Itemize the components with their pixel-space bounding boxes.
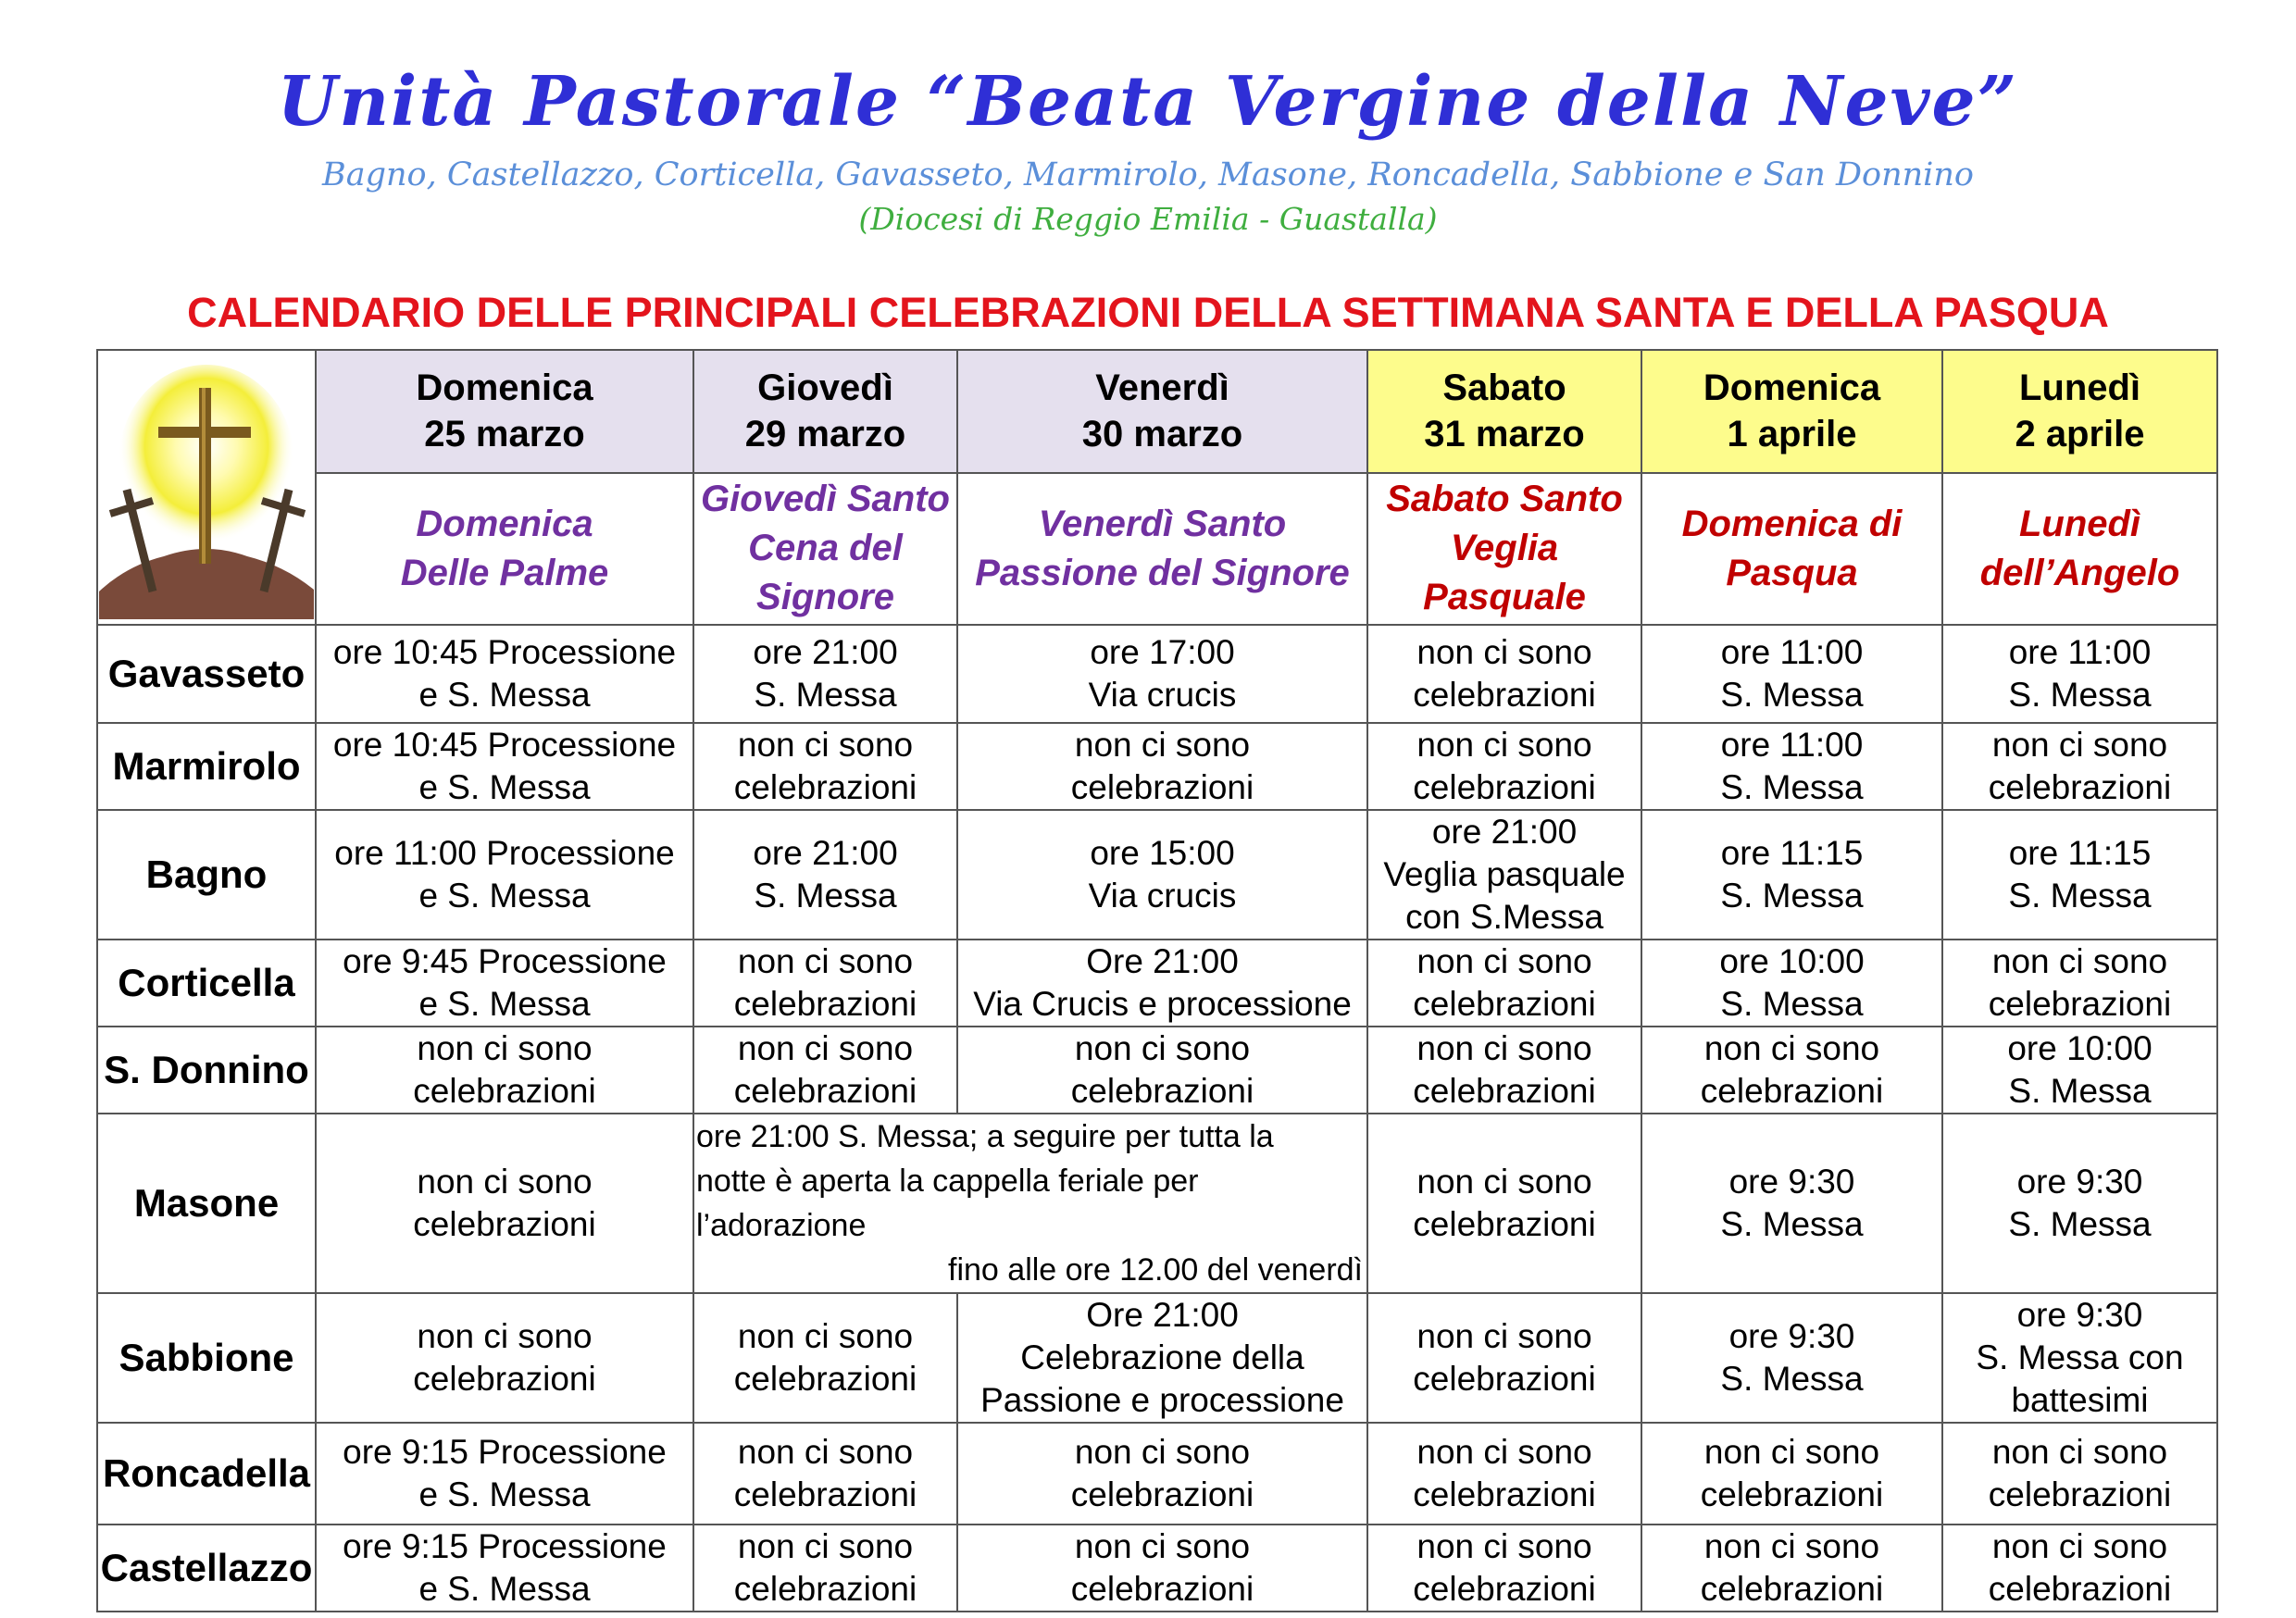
cell-line: celebrazioni [1070, 1570, 1254, 1608]
cell-line: ore 11:00 [1720, 726, 1864, 764]
celebration-4 [1641, 473, 1942, 625]
cell-line: non ci sono [737, 1317, 914, 1355]
cell-line: ore 9:30 [2016, 1296, 2143, 1334]
cell-line: ore 11:15 [2008, 834, 2152, 872]
schedule-cell [1942, 940, 2217, 1027]
cell-line: celebrazioni [1700, 1570, 1884, 1608]
parish-name: Corticella [97, 940, 316, 1027]
cell-line: non ci sono [737, 1527, 914, 1565]
cell-line: celebrazioni [1988, 985, 2172, 1023]
parish-row [97, 810, 2217, 940]
cell-line: non ci sono [737, 726, 914, 764]
cell-line: non ci sono [737, 1029, 914, 1067]
cell-line: Pasqua [1726, 552, 1858, 593]
day-date: 31 marzo [1424, 414, 1585, 455]
celebration-0 [316, 473, 693, 625]
schedule-cell [1367, 1027, 1641, 1114]
schedule-cell [316, 723, 693, 810]
cell-line: ore 11:00 Processione [334, 834, 675, 872]
celebration-5 [1942, 473, 2217, 625]
org-title: Unità Pastorale “Beata Vergine della Neve” [277, 62, 2019, 142]
cell-line: celebrazioni [733, 1072, 917, 1110]
cell-line: Delle Palme [400, 552, 609, 593]
cell-line: Passione del Signore [975, 552, 1350, 593]
day-date: 30 marzo [1081, 414, 1243, 455]
schedule-cell [957, 1525, 1367, 1612]
cell-line: ore 10:45 Processione [332, 726, 677, 764]
parish-name: Castellazzo [97, 1525, 316, 1612]
cell-line: Signore [756, 577, 894, 618]
cell-line: Via Crucis e processione [973, 985, 1352, 1023]
cell-line: Via crucis [1088, 877, 1237, 915]
cell-line: Veglia pasquale [1383, 855, 1626, 893]
cell-line: ore 11:15 [1720, 834, 1864, 872]
cell-line: celebrazioni [1988, 1475, 2172, 1513]
cell-line: non ci sono [1416, 1163, 1592, 1201]
schedule-cell [693, 625, 957, 723]
day-name: Domenica [1703, 367, 1881, 409]
cell-line: Celebrazione della [1020, 1338, 1304, 1376]
cell-line: e S. Messa [418, 676, 591, 714]
day-date: 2 aprile [2015, 414, 2145, 455]
cell-line: non ci sono [1991, 942, 2168, 980]
cell-line: ore 9:15 Processione [343, 1433, 667, 1471]
schedule-cell [693, 940, 957, 1027]
cell-line: celebrazioni [413, 1072, 596, 1110]
cell-line: Cena del [748, 528, 903, 569]
cell-line: celebrazioni [1070, 1475, 1254, 1513]
cell-line: e S. Messa [418, 877, 591, 915]
cell-line: celebrazioni [1988, 768, 2172, 806]
schedule-cell [1942, 1027, 2217, 1114]
cell-line: celebrazioni [733, 1570, 917, 1608]
cell-line: non ci sono [1416, 1317, 1592, 1355]
schedule-cell [1367, 810, 1641, 940]
schedule-cell [1641, 723, 1942, 810]
cell-line: non ci sono [417, 1163, 593, 1201]
schedule-cell [1942, 1423, 2217, 1525]
schedule-cell [1641, 625, 1942, 723]
day-header-3 [1367, 350, 1641, 473]
schedule-cell [1641, 1027, 1942, 1114]
cell-line: S. Messa [1720, 877, 1864, 915]
schedule-cell [957, 1423, 1367, 1525]
cell-line: non ci sono [1416, 1527, 1592, 1565]
cell-line: non ci sono [737, 1433, 914, 1471]
parish-row [97, 1525, 2217, 1612]
days-row [97, 350, 2217, 473]
day-name: Venerdì [1095, 367, 1229, 409]
cell-line: non ci sono [737, 942, 914, 980]
parish-row [97, 1293, 2217, 1423]
day-header-4 [1641, 350, 1942, 473]
cell-line: celebrazioni [1413, 985, 1596, 1023]
parish-row [97, 1027, 2217, 1114]
cell-line: ore 9:30 [1728, 1317, 1855, 1355]
schedule-cell [957, 625, 1367, 723]
day-name: Sabato [1442, 367, 1566, 409]
cell-line: non ci sono [1416, 633, 1592, 671]
schedule-cell [316, 1423, 693, 1525]
cell-line: celebrazioni [1988, 1570, 2172, 1608]
parish-name: Gavasseto [97, 625, 316, 723]
cell-line: ore 10:45 Processione [332, 633, 677, 671]
cell-line: ore 10:00 [2007, 1029, 2152, 1067]
calendar-table [96, 349, 2218, 1612]
schedule-cell [693, 1525, 957, 1612]
day-header-5 [1942, 350, 2217, 473]
schedule-cell [1942, 1525, 2217, 1612]
cell-line: S. Messa [1720, 768, 1864, 806]
parish-name: Masone [97, 1114, 316, 1293]
cell-line: S. Messa con [1976, 1338, 2184, 1376]
schedule-cell [957, 940, 1367, 1027]
cell-line: con S.Messa [1405, 898, 1603, 936]
day-name: Domenica [416, 367, 593, 409]
cell-line: fino alle ore 12.00 del venerdì [948, 1252, 1363, 1288]
cell-line: non ci sono [1991, 1433, 2168, 1471]
parish-row [97, 1114, 2217, 1293]
schedule-cell [1942, 1114, 2217, 1293]
day-date: 25 marzo [424, 414, 585, 455]
cell-line: S. Messa [2008, 1205, 2152, 1243]
schedule-cell [957, 1027, 1367, 1114]
cell-line: Giovedì Santo [701, 479, 950, 520]
crosses-illustration-cell [97, 350, 316, 625]
cell-line: ore 10:00 [1719, 942, 1865, 980]
cell-line: non ci sono [1991, 726, 2168, 764]
schedule-cell-merged [693, 1114, 1367, 1293]
cell-line: S. Messa [1720, 1360, 1864, 1398]
cell-line: non ci sono [1703, 1433, 1880, 1471]
cell-line: non ci sono [1416, 1433, 1592, 1471]
cell-line: S. Messa [2008, 877, 2152, 915]
schedule-cell [1367, 723, 1641, 810]
cell-line: Veglia Pasquale [1423, 528, 1586, 618]
schedule-cell [957, 810, 1367, 940]
cell-line: celebrazioni [1413, 1072, 1596, 1110]
cell-line: non ci sono [1703, 1029, 1880, 1067]
schedule-cell [1942, 1293, 2217, 1423]
schedule-cell [957, 723, 1367, 810]
day-header-2 [957, 350, 1367, 473]
cell-line: celebrazioni [733, 768, 917, 806]
parish-name: S. Donnino [97, 1027, 316, 1114]
day-name: Lunedì [2018, 367, 2141, 409]
day-date: 1 aprile [1727, 414, 1857, 455]
parish-name: Sabbione [97, 1293, 316, 1423]
schedule-cell [316, 1027, 693, 1114]
cell-line: ore 11:00 [2008, 633, 2152, 671]
parish-row [97, 1423, 2217, 1525]
cell-line: e S. Messa [418, 1475, 591, 1513]
cell-line: celebrazioni [413, 1205, 596, 1243]
cell-line: celebrazioni [733, 1475, 917, 1513]
schedule-cell [1641, 940, 1942, 1027]
parish-name: Marmirolo [97, 723, 316, 810]
schedule-cell [1641, 810, 1942, 940]
cell-line: e S. Messa [418, 1570, 591, 1608]
cell-line: S. Messa [1720, 676, 1864, 714]
cell-line: Via crucis [1088, 676, 1237, 714]
parish-row [97, 940, 2217, 1027]
schedule-cell [693, 1027, 957, 1114]
schedule-cell [1367, 1423, 1641, 1525]
cell-line: non ci sono [1074, 1527, 1251, 1565]
schedule-cell [1641, 1293, 1942, 1423]
cell-line: celebrazioni [1070, 1072, 1254, 1110]
cell-line: ore 15:00 [1090, 834, 1235, 872]
cell-line: e S. Messa [418, 985, 591, 1023]
schedule-cell [316, 1293, 693, 1423]
cell-line: non ci sono [417, 1317, 593, 1355]
org-diocese: (Diocesi di Reggio Emilia - Guastalla) [858, 201, 1438, 237]
cell-line: Domenica di [1681, 503, 1903, 544]
cell-line: ore 21:00 S. Messa; a seguire per tutta la [696, 1119, 1274, 1154]
cell-line: S. Messa [2008, 1072, 2152, 1110]
cell-line: non ci sono [1416, 1029, 1592, 1067]
cell-line: Passione e processione [980, 1381, 1344, 1419]
day-header-1 [693, 350, 957, 473]
parish-name: Bagno [97, 810, 316, 940]
schedule-cell [693, 810, 957, 940]
celebration-2 [957, 473, 1367, 625]
cell-line: ore 9:15 Processione [343, 1527, 667, 1565]
schedule-cell [316, 625, 693, 723]
cell-line: celebrazioni [1413, 1360, 1596, 1398]
cell-line: non ci sono [1416, 942, 1592, 980]
day-name: Giovedì [757, 367, 893, 409]
cell-line: non ci sono [1991, 1527, 2168, 1565]
cell-line: ore 11:00 [1720, 633, 1864, 671]
cell-line: notte è aperta la cappella feriale per l’adorazione [696, 1164, 1199, 1243]
schedule-cell [693, 1293, 957, 1423]
cell-line: Lunedì [2018, 503, 2141, 544]
cell-line: S. Messa [754, 877, 897, 915]
cell-line: ore 9:30 [2016, 1163, 2143, 1201]
schedule-cell [1942, 810, 2217, 940]
schedule-cell [316, 1525, 693, 1612]
schedule-cell [1367, 1525, 1641, 1612]
cell-line: ore 21:00 [1431, 813, 1578, 851]
cell-line: Venerdì Santo [1038, 503, 1287, 544]
cell-line: S. Messa [1720, 1205, 1864, 1243]
schedule-cell [1641, 1114, 1942, 1293]
schedule-cell [1942, 723, 2217, 810]
celebration-3 [1367, 473, 1641, 625]
cell-line: Ore 21:00 [1086, 942, 1239, 980]
cell-line: celebrazioni [1700, 1475, 1884, 1513]
cell-line: celebrazioni [413, 1360, 596, 1398]
schedule-cell [1367, 1114, 1641, 1293]
schedule-cell [1641, 1423, 1942, 1525]
header [0, 56, 2296, 241]
schedule-cell [693, 1423, 957, 1525]
cell-line: non ci sono [1416, 726, 1592, 764]
cell-line: celebrazioni [733, 1360, 917, 1398]
schedule-cell [693, 723, 957, 810]
cell-line: ore 9:30 [1728, 1163, 1855, 1201]
cell-line: battesimi [2011, 1381, 2149, 1419]
cell-line: S. Messa [2008, 676, 2152, 714]
parish-name: Roncadella [97, 1423, 316, 1525]
schedule-cell [957, 1293, 1367, 1423]
cell-line: S. Messa [754, 676, 897, 714]
cell-line: e S. Messa [418, 768, 591, 806]
schedule-cell [1367, 1293, 1641, 1423]
cell-line: non ci sono [417, 1029, 593, 1067]
cell-line: S. Messa [1720, 985, 1864, 1023]
cell-line: ore 21:00 [753, 633, 898, 671]
cell-line: ore 9:45 Processione [343, 942, 667, 980]
cell-line: Ore 21:00 [1086, 1296, 1239, 1334]
parish-row [97, 625, 2217, 723]
cell-line: non ci sono [1703, 1527, 1880, 1565]
celebrations-row [97, 473, 2217, 625]
cell-line: Sabato Santo [1386, 479, 1623, 520]
cell-line: celebrazioni [1413, 1205, 1596, 1243]
day-header-0 [316, 350, 693, 473]
cell-line: celebrazioni [1413, 768, 1596, 806]
cell-line: dell’Angelo [1979, 552, 2180, 593]
schedule-cell [1367, 940, 1641, 1027]
schedule-cell [1942, 625, 2217, 723]
schedule-cell [316, 1114, 693, 1293]
cell-line: celebrazioni [1700, 1072, 1884, 1110]
cell-line: celebrazioni [1413, 1475, 1596, 1513]
celebration-1 [693, 473, 957, 625]
calvary-crosses-icon [99, 351, 314, 619]
calendar-title: CALENDARIO DELLE PRINCIPALI CELEBRAZIONI DELLA SETTIMANA SANTA E DELLA PASQUA [187, 289, 2109, 336]
schedule-cell [1641, 1525, 1942, 1612]
cell-line: non ci sono [1074, 1029, 1251, 1067]
cell-line: celebrazioni [1070, 768, 1254, 806]
cell-line: ore 21:00 [753, 834, 898, 872]
cell-line: Domenica [416, 503, 593, 544]
cell-line: non ci sono [1074, 1433, 1251, 1471]
schedule-cell [316, 810, 693, 940]
cell-line: celebrazioni [1413, 676, 1596, 714]
schedule-cell [1367, 625, 1641, 723]
day-date: 29 marzo [744, 414, 906, 455]
schedule-cell [316, 940, 693, 1027]
cell-line: celebrazioni [1413, 1570, 1596, 1608]
parish-row [97, 723, 2217, 810]
cell-line: ore 17:00 [1090, 633, 1235, 671]
org-parishes: Bagno, Castellazzo, Corticella, Gavasseto, Marmirolo, Masone, Roncadella, Sabbione e San Donnino [322, 156, 1974, 193]
cell-line: celebrazioni [733, 985, 917, 1023]
cell-line: non ci sono [1074, 726, 1251, 764]
